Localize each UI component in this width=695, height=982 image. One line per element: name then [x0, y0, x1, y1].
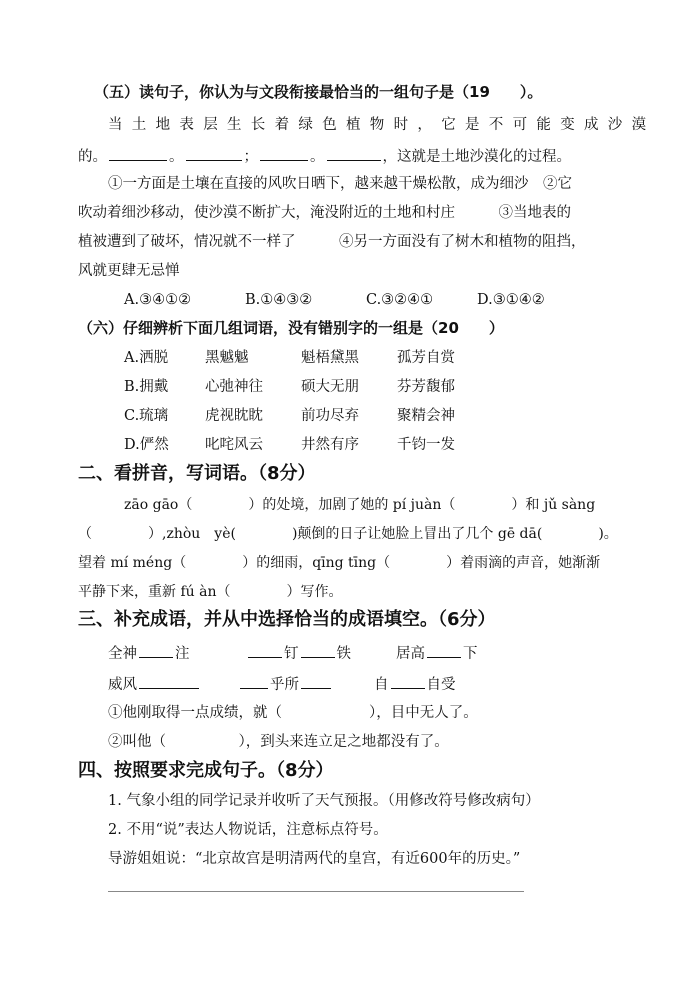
q5-sep-1: 。 — [169, 149, 184, 165]
answer-line[interactable] — [108, 891, 524, 892]
idiom-3-pre: 居高 — [396, 646, 425, 662]
q5-blank-2[interactable] — [186, 145, 242, 161]
idiom-2-mid: 钉 — [284, 646, 299, 662]
q5-option-c[interactable]: C.③②④① — [366, 292, 434, 308]
q5-option-b[interactable]: B.①④③② — [245, 292, 313, 308]
q5-blank-4[interactable] — [327, 145, 381, 161]
idiom-4 — [108, 673, 201, 695]
section-4-item-1: 1. 气象小组的同学记录并收听了天气预报。（用修改符号修改病句） — [108, 793, 540, 809]
idiom-6-post: 自受 — [426, 677, 456, 693]
q5-option-d[interactable]: D.③①④② — [477, 292, 545, 308]
q6-row-a-label: A.洒脱 — [124, 350, 169, 366]
q6-row-b-label: B.拥戴 — [124, 379, 169, 395]
q5-blank-1[interactable] — [109, 145, 167, 161]
idiom-5-blank-b[interactable] — [301, 673, 331, 689]
q6-row-c-word1: 虎视眈眈 — [205, 408, 263, 424]
idiom-1-pre: 全神 — [108, 646, 137, 662]
idiom-3-blank[interactable] — [427, 642, 461, 658]
q6-row-c-word3: 聚精会神 — [397, 408, 455, 424]
idiom-3-post: 下 — [463, 646, 478, 662]
idiom-6-blank[interactable] — [391, 673, 425, 689]
q6-row-a-word1: 黑魆魆 — [205, 350, 249, 366]
q6-row-a-word2: 魁梧黛黑 — [301, 350, 359, 366]
q5-option-a[interactable]: A.③④①② — [124, 292, 192, 308]
q6-row-a-word3: 孤芳自赏 — [397, 350, 455, 366]
q6-row-d-word2: 井然有序 — [301, 437, 359, 453]
q6-row-c-word2: 前功尽弃 — [301, 408, 359, 424]
q5-sep-3: 。 — [310, 149, 325, 165]
section-3-title: 三、补充成语，并从中选择恰当的成语填空。（6分） — [78, 609, 496, 630]
idiom-1 — [108, 642, 190, 664]
q5-blank-3[interactable] — [260, 145, 308, 161]
idiom-6-pre: 自 — [374, 677, 389, 693]
q5-stem-start: 的。 — [78, 149, 107, 165]
q5-sentence-line4: 风就更肆无忌惮 — [78, 263, 180, 279]
idiom-4-pre: 威风 — [108, 677, 137, 693]
q5-sep-2: ； — [243, 149, 258, 165]
idiom-5-mid: 乎所 — [270, 677, 299, 693]
q6-row-c-label: C.琉璃 — [124, 408, 169, 424]
idiom-5-blank-a[interactable] — [240, 673, 268, 689]
q6-title: （六）仔细辨析下面几组词语，没有错别字的一组是（20 ） — [78, 319, 504, 337]
idiom-4-blank[interactable] — [139, 673, 199, 689]
q5-stem-line2 — [78, 145, 571, 167]
section-3-fill-1: ①他刚取得一点成绩，就（ ），目中无人了。 — [108, 705, 478, 721]
q5-sentence-line2: 吹动着细沙移动，使沙漠不断扩大，淹没附近的土地和村庄 ③当地表的 — [78, 205, 571, 221]
section-2-title: 二、看拼音，写词语。（8分） — [78, 463, 316, 484]
q6-row-d-label: D.俨然 — [124, 437, 169, 453]
q5-sentence-line1: ①一方面是土壤在直接的风吹日晒下，越来越干燥松散，成为细沙 ②它 — [108, 176, 572, 192]
q6-row-b-word3: 芬芳馥郁 — [397, 379, 455, 395]
idiom-2-blank-a[interactable] — [248, 642, 282, 658]
q6-row-d-word1: 叱咤风云 — [205, 437, 263, 453]
q6-row-b-word1: 心弛神往 — [205, 379, 263, 395]
q5-stem-end: ，这就是土地沙漠化的过程。 — [382, 149, 571, 165]
section-2-line4: 平静下来，重新 fú àn（ ）写作。 — [78, 584, 343, 600]
q5-stem-line1: 当土地表层生长着绿色植物时，它是不可能变成沙漠 — [108, 117, 656, 133]
idiom-1-blank[interactable] — [139, 642, 173, 658]
idiom-2 — [246, 642, 351, 664]
section-4-quote: 导游姐姐说：“北京故宫是明清两代的皇宫，有近600年的历史。” — [108, 851, 521, 867]
section-3-fill-2: ②叫他（ ），到头来连立足之地都没有了。 — [108, 734, 449, 750]
section-4-item-2: 2. 不用“说”表达人物说话，注意标点符号。 — [108, 822, 388, 838]
section-2-line1: zāo gāo（ ）的处境，加剧了她的 pí juàn（ ）和 jǔ sàng — [124, 497, 596, 513]
section-2-line3: 望着 mí méng（ ）的细雨，qīng tīng（ ）着雨滴的声音，她渐渐 — [78, 555, 601, 571]
q5-sentence-line3: 植被遭到了破坏，情况就不一样了 ④另一方面没有了树木和植物的阻挡， — [78, 234, 586, 250]
q6-row-d-word3: 千钧一发 — [397, 437, 455, 453]
section-2-line2: （ ）,zhòu yè( )颠倒的日子让她脸上冒出了几个 gē dā( )。 — [78, 526, 618, 542]
idiom-6 — [374, 673, 456, 695]
idiom-5 — [238, 673, 333, 695]
idiom-2-blank-b[interactable] — [301, 642, 335, 658]
q6-row-b-word2: 硕大无朋 — [301, 379, 359, 395]
idiom-3 — [396, 642, 478, 664]
q5-title: （五）读句子，你认为与文段衔接最恰当的一组句子是（19 ）。 — [94, 83, 543, 101]
idiom-1-post: 注 — [175, 646, 190, 662]
section-4-title: 四、按照要求完成句子。（8分） — [78, 760, 334, 781]
idiom-2-post: 铁 — [336, 646, 351, 662]
